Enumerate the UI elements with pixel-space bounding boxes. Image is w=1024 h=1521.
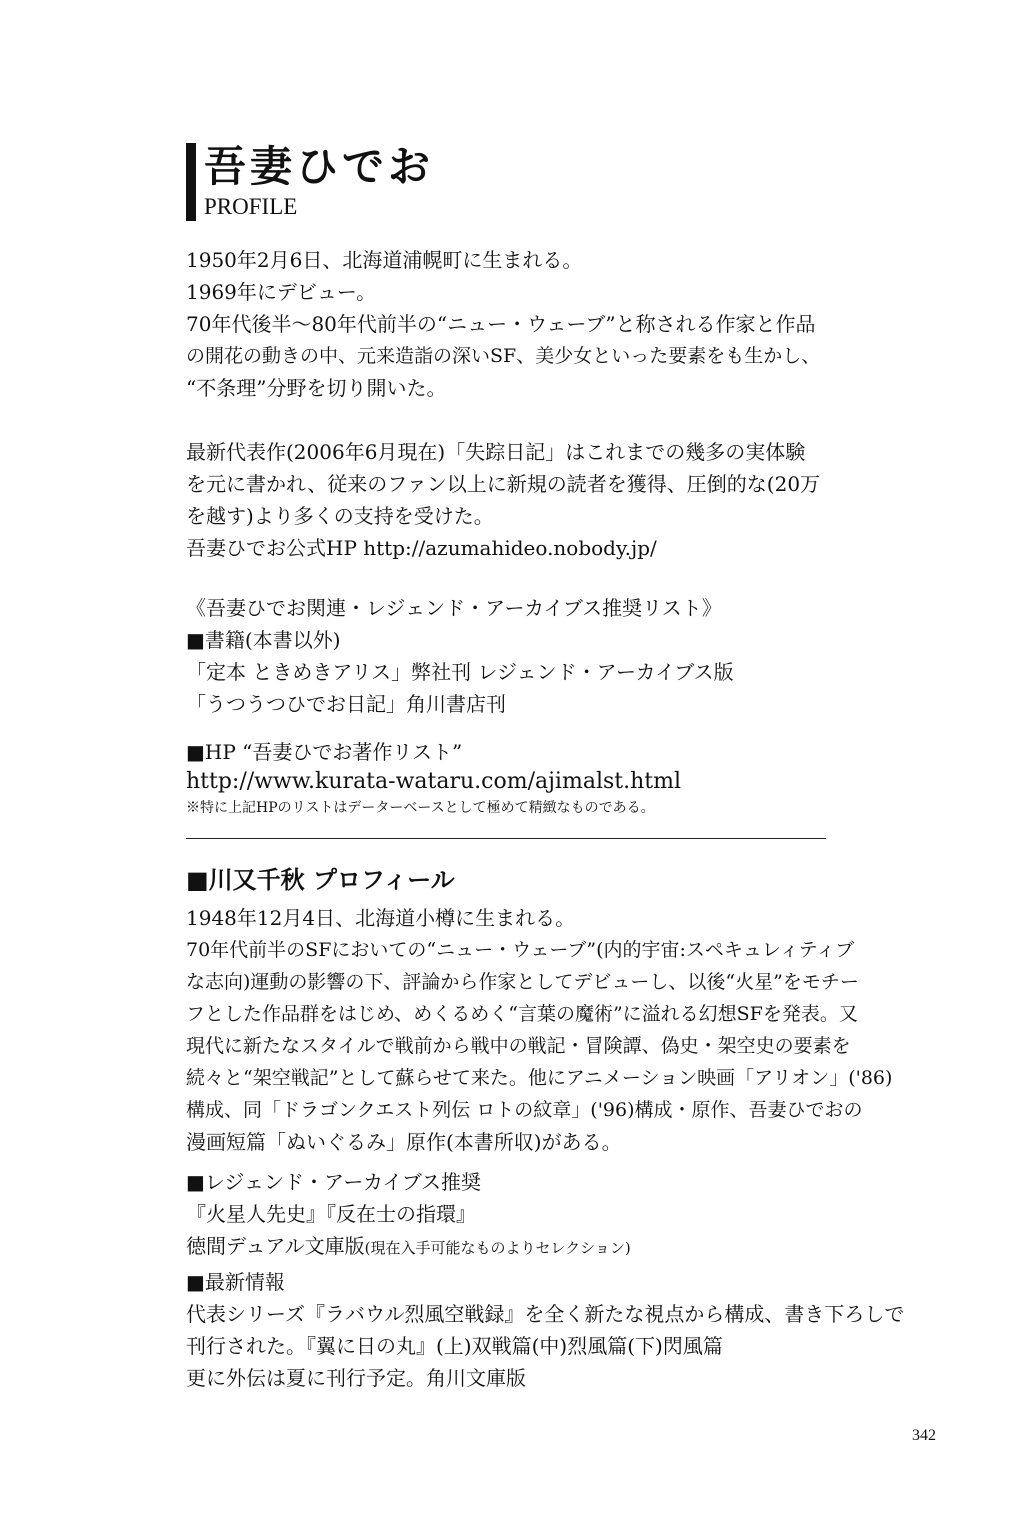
kawamata-edition-line: [186, 1230, 886, 1262]
kawamata-bio: [186, 902, 893, 1158]
kawamata-title-block: [186, 862, 886, 898]
latest-line: 刊行された。『翼に日の丸』(上)双戦篇(中)烈風篇(下)閃風篇: [186, 1334, 723, 1358]
kawamata-bio-line: 現代に新たなスタイルで戦前から戦中の戦記・冒険譚、偽史・架空史の要素を: [186, 1035, 851, 1057]
latest-line: 更に外伝は夏に刊行予定。角川文庫版: [186, 1366, 526, 1390]
works-line: 最新代表作(2006年6月現在)「失踪日記」はこれまでの幾多の実体験: [186, 440, 806, 464]
kawamata-recommend: [186, 1166, 886, 1262]
profile-subtitle: PROFILE: [204, 194, 298, 219]
hp-label: ■HP “吾妻ひでお著作リスト”: [186, 740, 463, 764]
kawamata-edition: 徳間デュアル文庫版: [186, 1234, 365, 1258]
official-hp-line: 吾妻ひでお公式HP http://azumahideo.nobody.jp/: [186, 536, 657, 560]
kawamata-bio-line: な志向)運動の影響の下、評論から作家としてデビューし、以後“火星”をモチー: [186, 971, 859, 993]
book-item: 「定本 ときめきアリス」弊社刊 レジェンド・アーカイブス版: [186, 660, 734, 684]
latest-line: 代表シリーズ『ラバウル烈風空戦録』を全く新たな視点から構成、書き下ろしで: [186, 1302, 905, 1326]
bio-line: “不条理”分野を切り開いた。: [186, 376, 447, 400]
kawamata-bio-line: 続々と“架空戦記”として蘇らせて来た。他にアニメーション映画「アリオン」('86): [186, 1067, 893, 1089]
author-bio: [186, 244, 886, 404]
hp-url: http://www.kurata-wataru.com/ajimalst.html: [186, 769, 682, 794]
kawamata-latest: [186, 1266, 905, 1394]
kawamata-bio-line: 1948年12月4日、北海道小樽に生まれる。: [186, 906, 576, 930]
section-divider: [186, 838, 826, 839]
works-line: を元に書かれ、従来のファン以上に新規の読者を獲得、圧倒的な(20万: [186, 472, 821, 496]
kawamata-bio-line: 漫画短篇「ぬいぐるみ」原作(本書所収)がある。: [186, 1130, 622, 1154]
bio-line: 1969年にデビュー。: [186, 280, 377, 304]
page-number: 342: [912, 1427, 936, 1444]
kawamata-recommend-books: 『火星人先史』『反在士の指環』: [186, 1202, 476, 1226]
kawamata-bio-line: 70年代前半のSFにおいての“ニュー・ウェーブ”(内的宇宙:スペキュレィティブ: [186, 939, 855, 961]
bio-line: 70年代後半〜80年代前半の“ニュー・ウェーブ”と称される作家と作品: [186, 312, 816, 336]
bio-line: 1950年2月6日、北海道浦幌町に生まれる。: [186, 248, 583, 272]
recommend-header: 《吾妻ひでお関連・レジェンド・アーカイブス推奨リスト》: [186, 596, 722, 620]
kawamata-bio-line: フとした作品群をはじめ、めくるめく“言葉の魔術”に溢れる幻想SFを発表。又: [186, 1003, 858, 1025]
works-paragraph: [186, 436, 886, 564]
kawamata-profile-title: ■川又千秋 プロフィール: [186, 865, 455, 894]
hp-section: [186, 737, 886, 819]
author-name-title: 吾妻ひでお: [204, 142, 435, 191]
recommend-list: [186, 592, 886, 720]
book-item: 「うつうつひでお日記」角川書店刊: [186, 692, 506, 716]
books-label: ■書籍(本書以外): [186, 628, 341, 652]
works-line: を越す)より多くの支持を受けた。: [186, 504, 494, 528]
kawamata-edition-note: (現在入手可能なものよりセレクション): [364, 1239, 631, 1257]
latest-label: ■最新情報: [186, 1270, 285, 1294]
kawamata-recommend-label: ■レジェンド・アーカイブス推奨: [186, 1170, 481, 1194]
kawamata-bio-line: 構成、同「ドラゴンクエスト列伝 ロトの紋章」('96)構成・原作、吾妻ひでおの: [186, 1099, 863, 1121]
bio-line: の開花の動きの中、元来造詣の深いSF、美少女といった要素をも生かし、: [186, 345, 821, 367]
hp-note: ※特に上記HPのリストはデーターベースとして極めて精緻なものである。: [186, 800, 655, 816]
profile-heading: [186, 143, 434, 221]
